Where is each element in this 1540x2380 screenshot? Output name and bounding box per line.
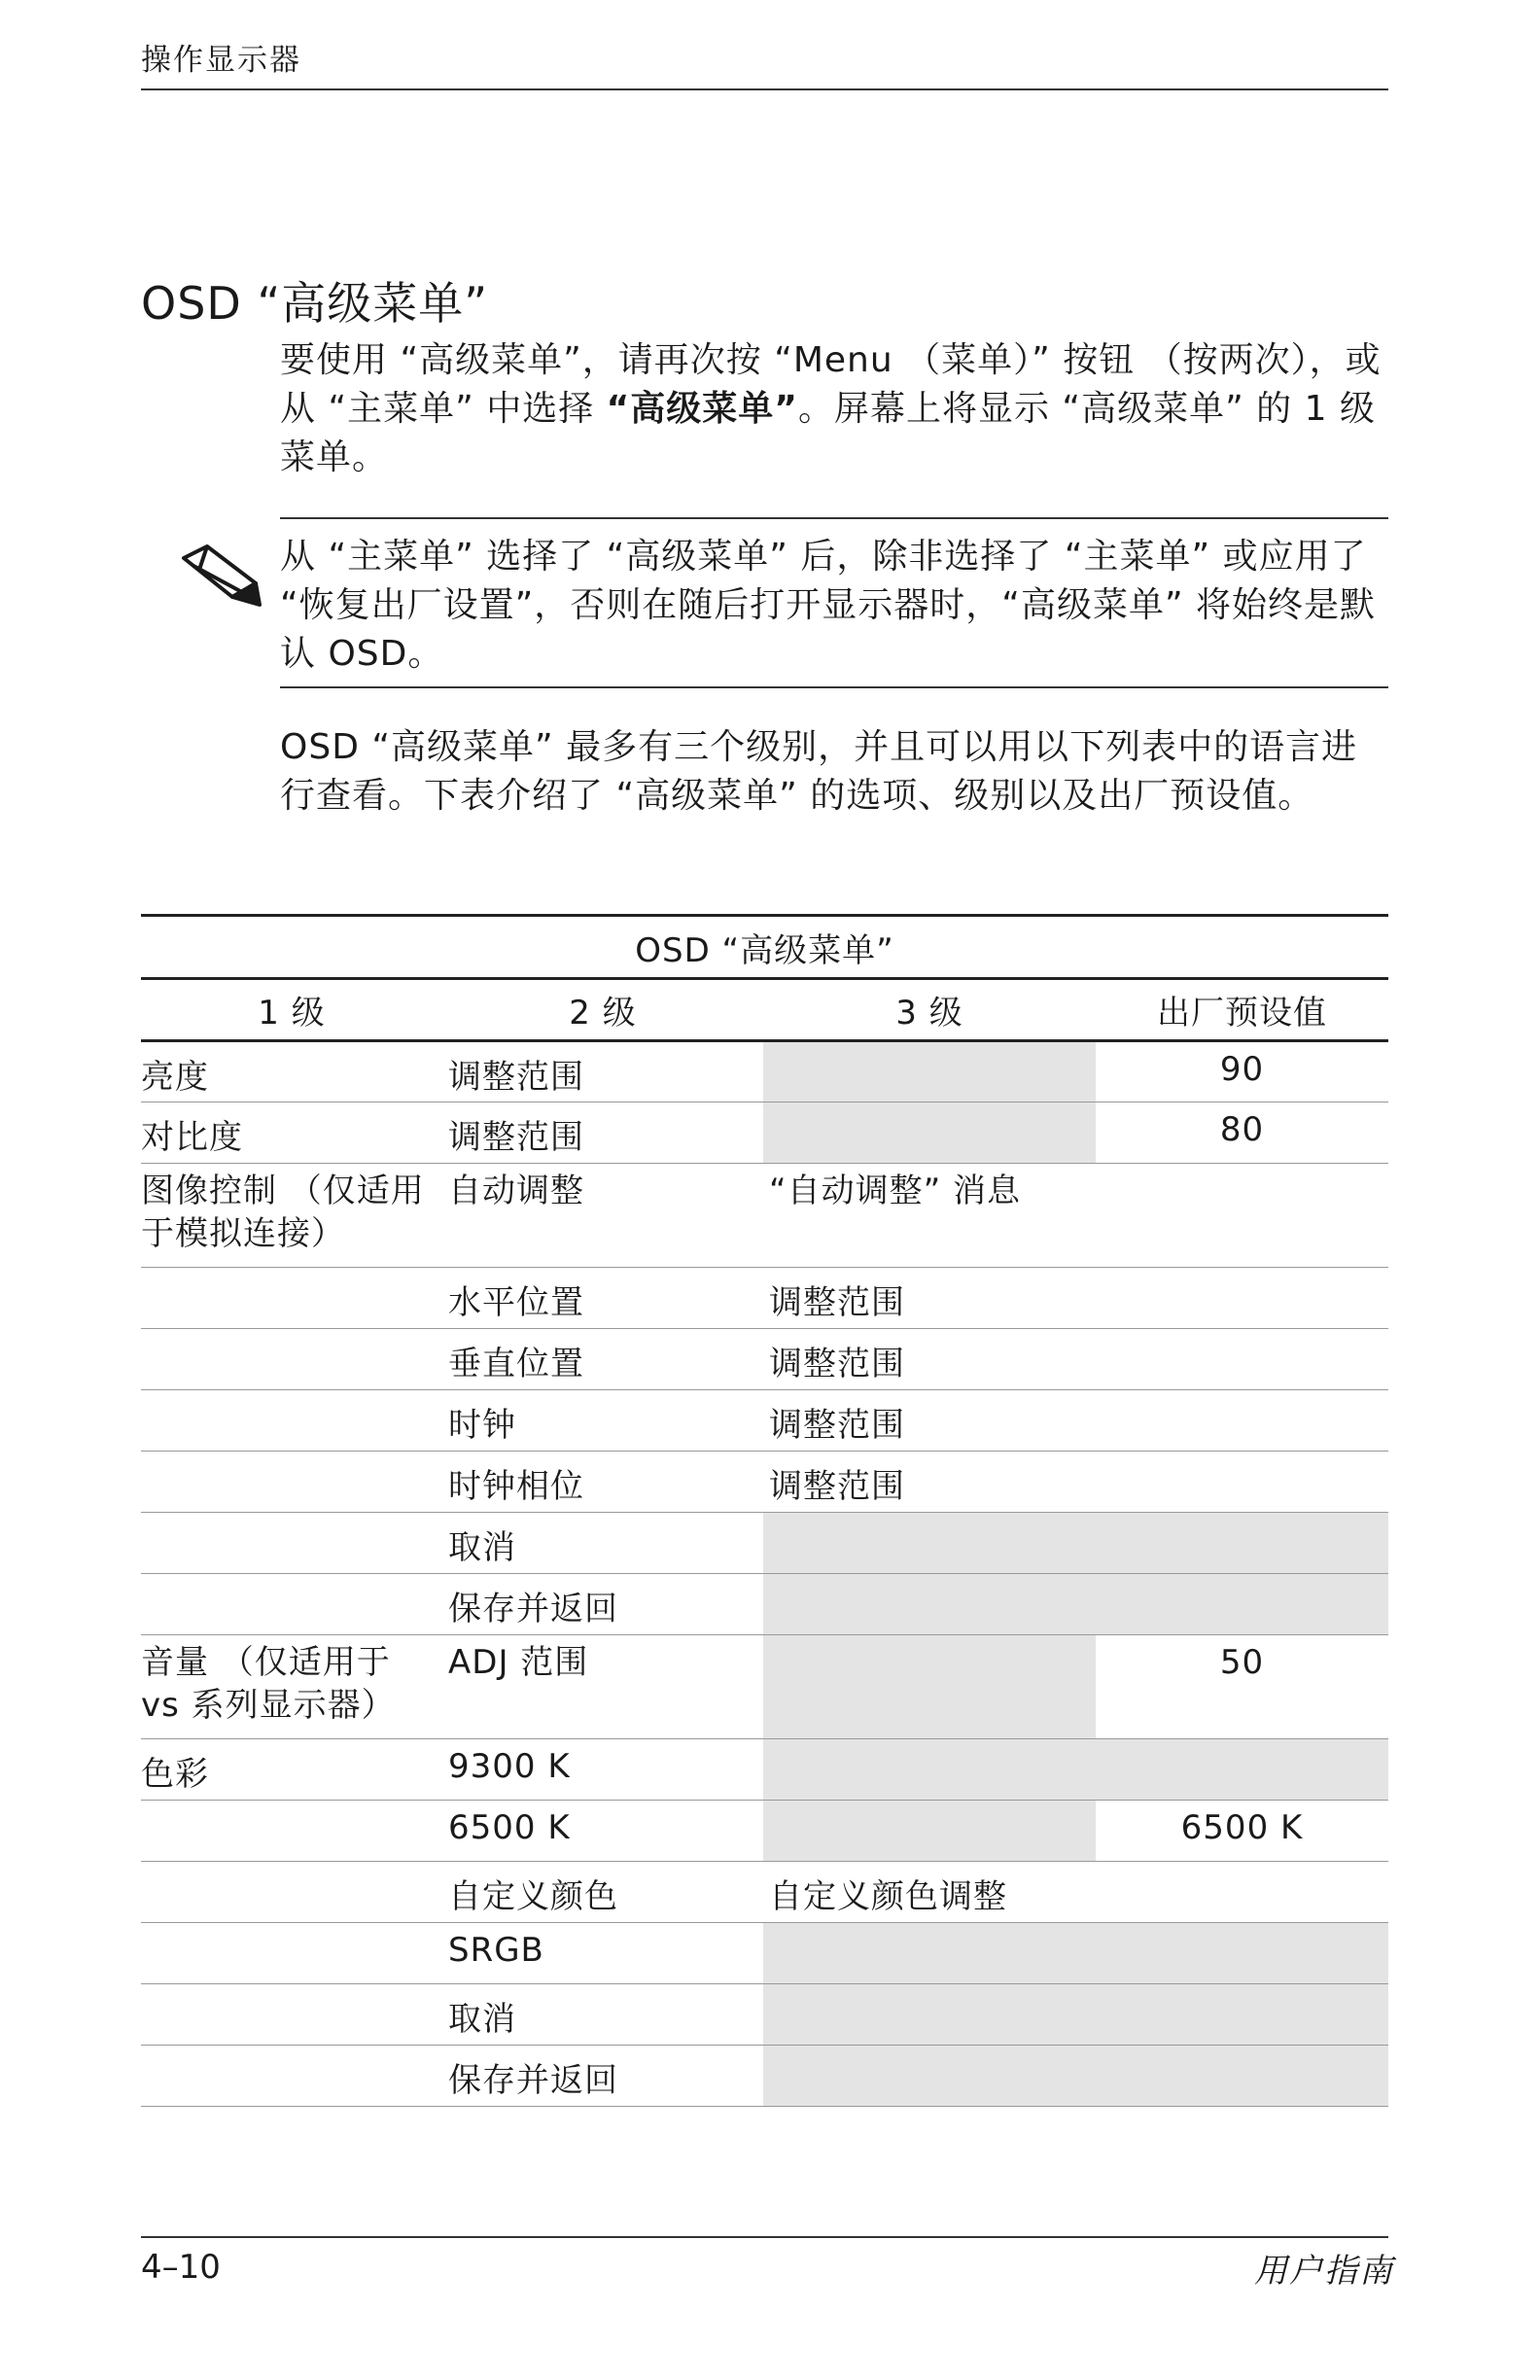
cell-level3: [763, 1984, 1096, 2046]
cell-default: [1096, 1513, 1388, 1574]
cell-level3: [763, 1739, 1096, 1801]
cell-default: 90: [1096, 1041, 1388, 1102]
cell-level3: [763, 1635, 1096, 1739]
cell-level1: [141, 2046, 442, 2107]
cell-level3: 调整范围: [763, 1390, 1096, 1452]
intro-paragraph: [280, 336, 1388, 482]
table-row: [141, 1390, 1388, 1452]
cell-level3: [763, 1923, 1096, 1984]
cell-level2: 9300 K: [442, 1739, 763, 1801]
cell-level2: 取消: [442, 1984, 763, 2046]
running-header: 操作显示器: [141, 35, 1388, 90]
cell-default: [1096, 1862, 1388, 1923]
intro-text-start: 要使用 “高级菜单”，请再次按 “Menu （菜单）” 按钮 （按两次），或从 “主菜单” 中选择: [280, 340, 1382, 429]
cell-default: [1096, 1390, 1388, 1452]
cell-level3: 调整范围: [763, 1452, 1096, 1513]
table-caption: OSD “高级菜单”: [141, 916, 1388, 979]
table-row: [141, 1452, 1388, 1513]
cell-default: [1096, 1739, 1388, 1801]
col-header-default: 出厂预设值: [1096, 979, 1388, 1041]
cell-level1: [141, 1513, 442, 1574]
cell-level1: 对比度: [141, 1102, 442, 1164]
cell-default: 6500 K: [1096, 1801, 1388, 1862]
note-top-rule: [280, 517, 1388, 519]
table-row: [141, 1329, 1388, 1390]
note-text: 从 “主菜单” 选择了 “高级菜单” 后，除非选择了 “主菜单” 或应用了 “恢复出厂设置”，否则在随后打开显示器时，“高级菜单” 将始终是默认 OSD。: [280, 537, 1377, 674]
table-row: [141, 1923, 1388, 1984]
cell-level1: [141, 1923, 442, 1984]
table-row: [141, 1635, 1388, 1739]
cell-level3: 调整范围: [763, 1329, 1096, 1390]
table-row: [141, 1984, 1388, 2046]
table-row: [141, 2046, 1388, 2107]
table-row: [141, 1574, 1388, 1635]
table-row: [141, 1513, 1388, 1574]
table-row: [141, 1268, 1388, 1329]
cell-level1: [141, 1862, 442, 1923]
cell-level2: 垂直位置: [442, 1329, 763, 1390]
cell-level2: ADJ 范围: [442, 1635, 763, 1739]
guide-title: 用户指南: [1254, 2252, 1394, 2291]
cell-level3: [763, 1041, 1096, 1102]
cell-level1: [141, 1268, 442, 1329]
cell-level1: [141, 1574, 442, 1635]
cell-default: [1096, 2046, 1388, 2107]
cell-level2: 保存并返回: [442, 1574, 763, 1635]
cell-level2: 调整范围: [442, 1041, 763, 1102]
levels-paragraph: OSD “高级菜单” 最多有三个级别，并且可以用以下列表中的语言进行查看。下表介绍了 “高级菜单” 的选项、级别以及出厂预设值。: [280, 727, 1358, 816]
cell-level2: 保存并返回: [442, 2046, 763, 2107]
cell-default: [1096, 1268, 1388, 1329]
cell-default: 50: [1096, 1635, 1388, 1739]
cell-level3: “自动调整” 消息: [763, 1164, 1096, 1268]
cell-level3: [763, 1102, 1096, 1164]
table-row: [141, 1164, 1388, 1268]
table-row: [141, 1739, 1388, 1801]
table-row: [141, 1041, 1388, 1102]
cell-level1: [141, 1984, 442, 2046]
cell-level3: [763, 2046, 1096, 2107]
cell-level2: 自动调整: [442, 1164, 763, 1268]
cell-default: [1096, 1164, 1388, 1268]
intro-bold-term: “高级菜单”: [606, 389, 798, 429]
cell-level3: [763, 1513, 1096, 1574]
cell-level2: 时钟: [442, 1390, 763, 1452]
pencil-note-icon: [178, 541, 265, 611]
cell-level2: 取消: [442, 1513, 763, 1574]
cell-level1: 音量 （仅适用于 vs 系列显示器）: [141, 1635, 442, 1739]
cell-level1: 色彩: [141, 1739, 442, 1801]
cell-default: [1096, 1329, 1388, 1390]
cell-level1: [141, 1801, 442, 1862]
cell-level1: 图像控制 （仅适用于模拟连接）: [141, 1164, 442, 1268]
cell-level1: [141, 1390, 442, 1452]
cell-level3: [763, 1801, 1096, 1862]
section-title: OSD “高级菜单”: [141, 277, 489, 330]
table-row: [141, 1102, 1388, 1164]
cell-level2: 自定义颜色: [442, 1862, 763, 1923]
cell-level2: 调整范围: [442, 1102, 763, 1164]
cell-default: 80: [1096, 1102, 1388, 1164]
cell-level1: [141, 1329, 442, 1390]
advanced-menu-table: [141, 914, 1388, 2107]
cell-level3: 调整范围: [763, 1268, 1096, 1329]
cell-level1: [141, 1452, 442, 1513]
footer-rule: [141, 2236, 1388, 2238]
cell-level2: 6500 K: [442, 1801, 763, 1862]
cell-level1: 亮度: [141, 1041, 442, 1102]
cell-default: [1096, 1574, 1388, 1635]
cell-default: [1096, 1984, 1388, 2046]
table-row: [141, 1801, 1388, 1862]
cell-default: [1096, 1923, 1388, 1984]
intro-text-end: 。屏幕上将显示 “高级菜单” 的 1 级菜单。: [280, 389, 1376, 477]
note-bottom-rule: [280, 686, 1388, 688]
cell-level2: 时钟相位: [442, 1452, 763, 1513]
cell-level2: SRGB: [442, 1923, 763, 1984]
col-header-level1: 1 级: [141, 979, 442, 1041]
col-header-level2: 2 级: [442, 979, 763, 1041]
cell-default: [1096, 1452, 1388, 1513]
col-header-level3: 3 级: [763, 979, 1096, 1041]
cell-level3: [763, 1574, 1096, 1635]
page-number: 4–10: [141, 2248, 221, 2287]
cell-level2: 水平位置: [442, 1268, 763, 1329]
table-row: [141, 1862, 1388, 1923]
cell-level3: 自定义颜色调整: [763, 1862, 1096, 1923]
